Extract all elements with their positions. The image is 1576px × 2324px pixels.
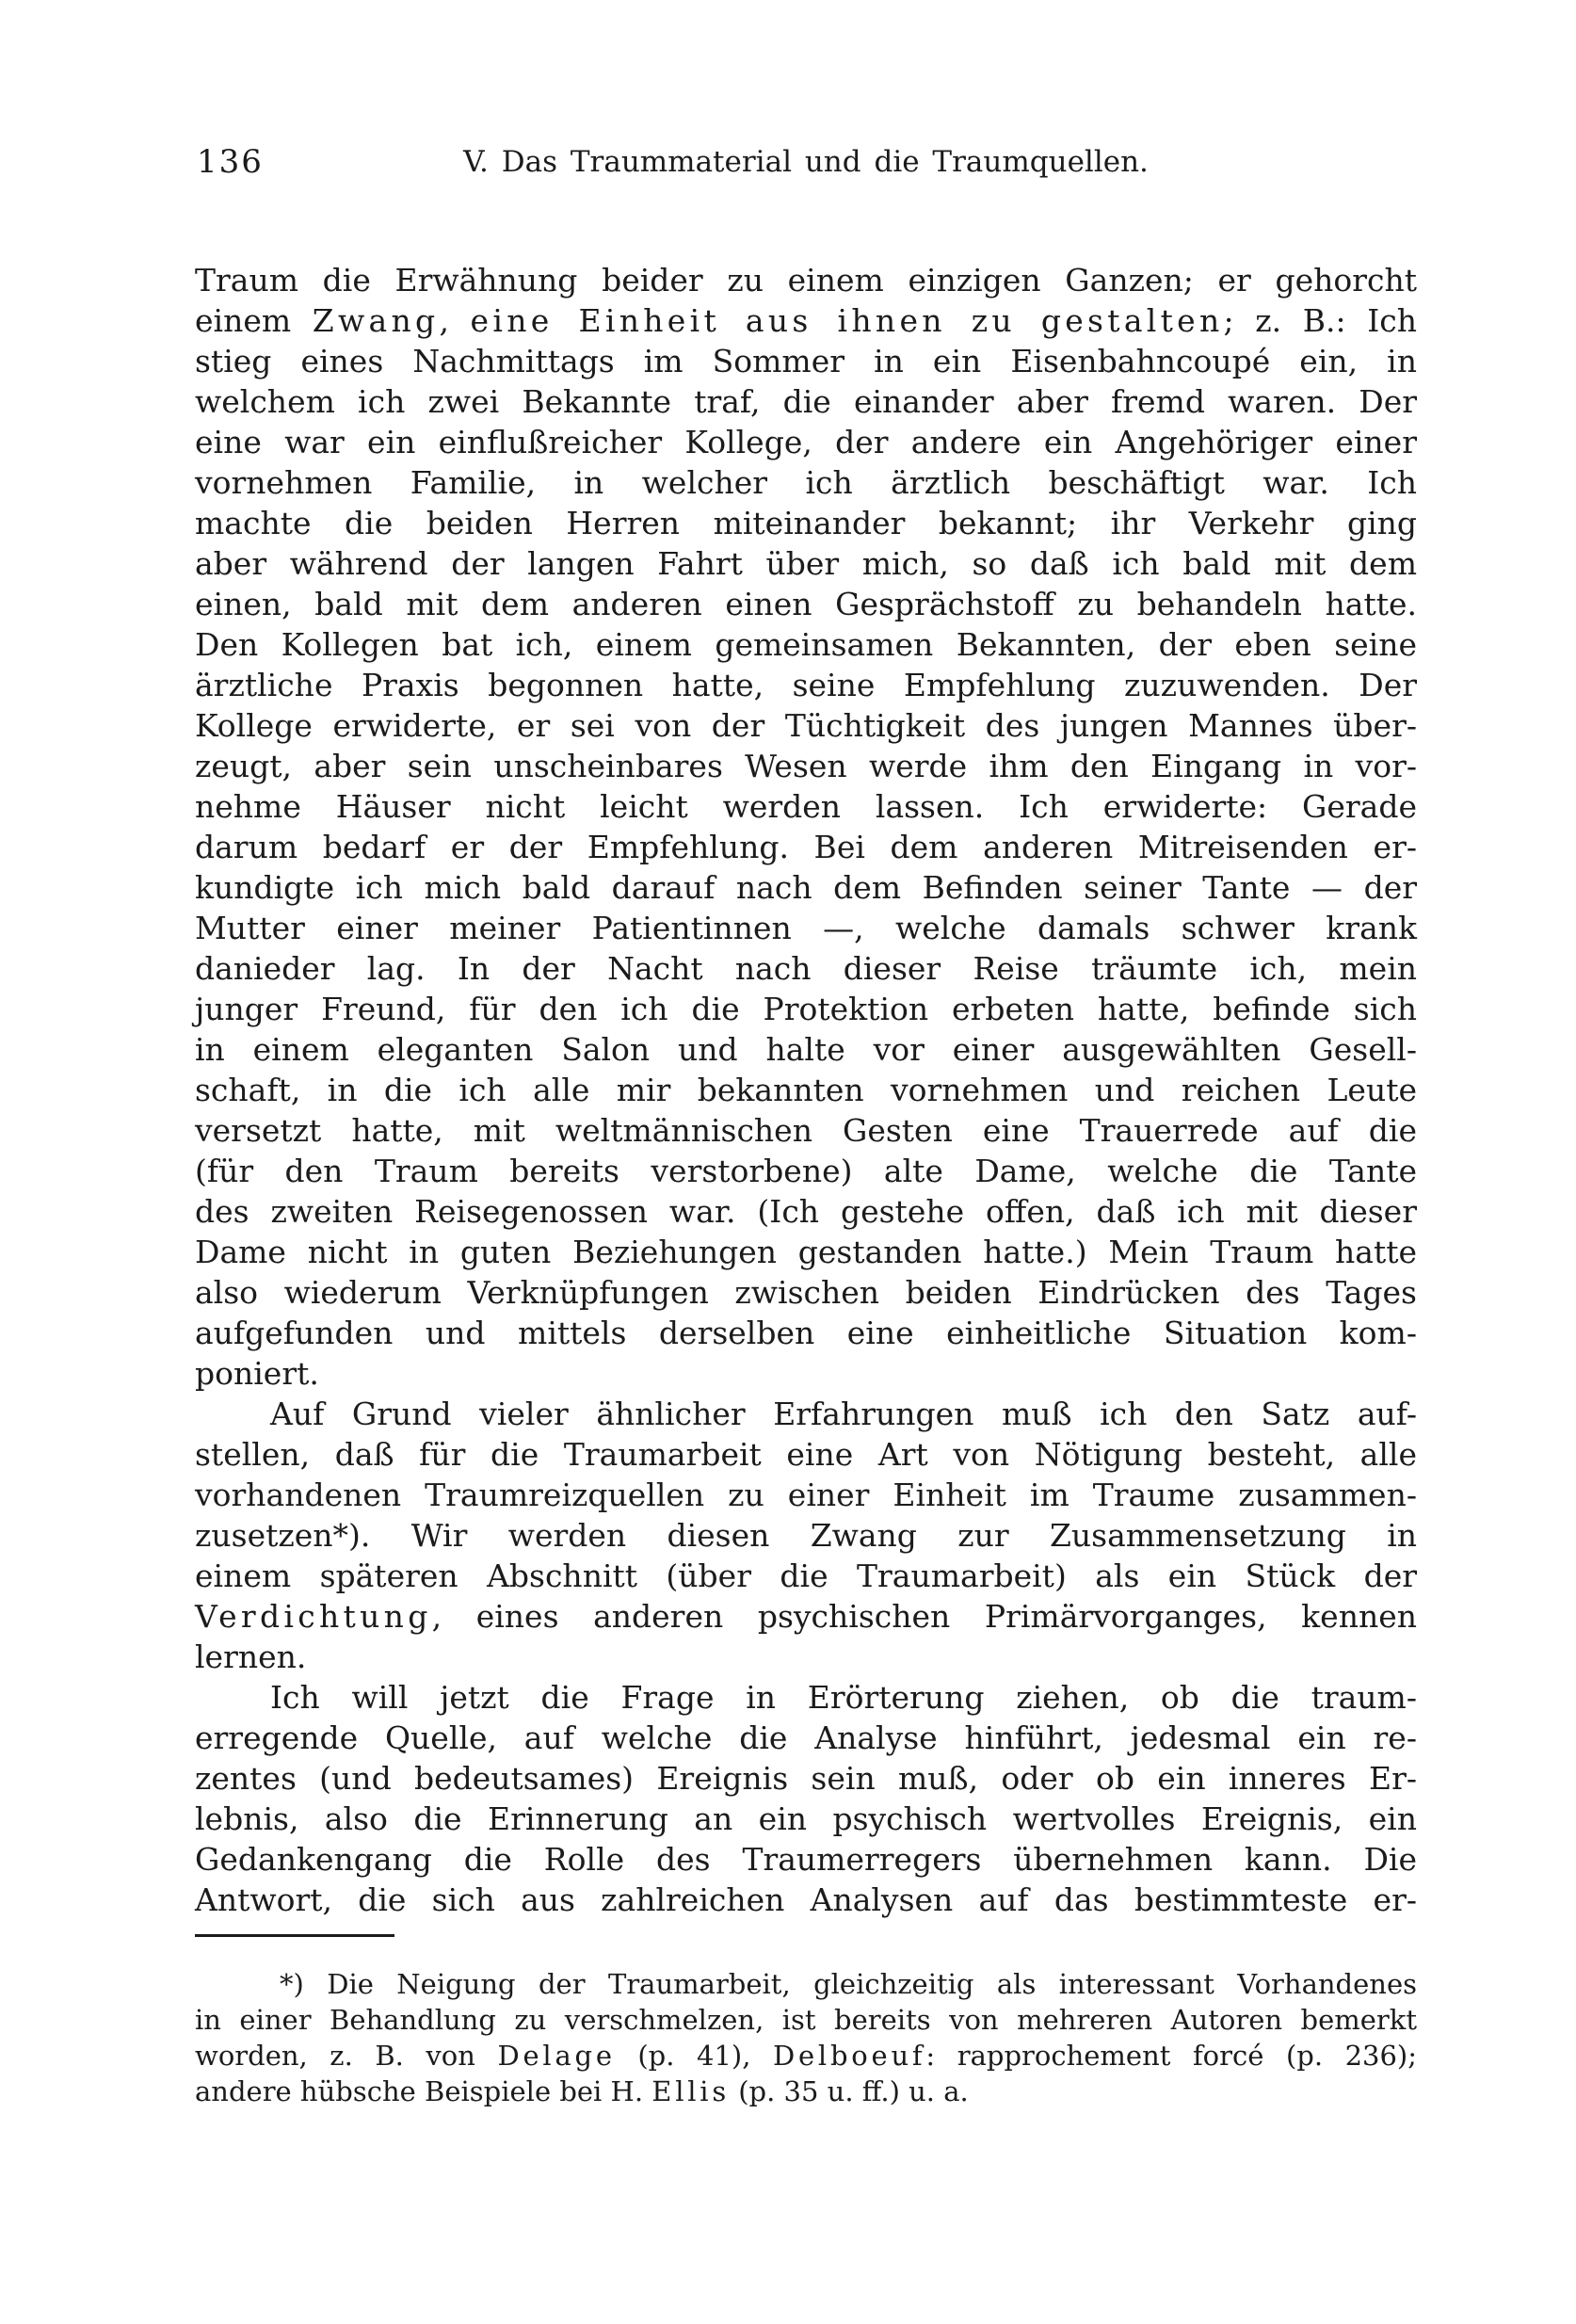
text-line: [195, 1839, 1417, 1880]
text-line: [195, 1434, 1417, 1475]
text-segment: zentes (und bedeutsames) Ereignis sein muß, oder ob ein inneres Er-: [195, 1760, 1417, 1797]
text-line: [195, 1110, 1417, 1151]
text-segment: machte die beiden Herren miteinander bekannt; ihr Verkehr ging: [195, 505, 1417, 541]
text-segment: (p. 41),: [615, 2040, 773, 2072]
paragraph: [195, 1677, 1417, 1920]
text-segment: versetzt hatte, mit weltmännischen Gesten eine Trauerrede auf die: [195, 1112, 1417, 1149]
text-line: [195, 2038, 1417, 2074]
text-segment: erregende Quelle, auf welche die Analyse hinführt, jedesmal ein re-: [195, 1719, 1417, 1756]
letterspaced-text: Ellis: [651, 2075, 731, 2107]
text-segment: nehme Häuser nicht leicht werden lassen. Ich erwiderte: Gerade: [195, 788, 1417, 825]
paragraph: [195, 260, 1417, 1394]
text-segment: stieg eines Nachmittags im Sommer in ein Eisenbahncoupé ein, in: [195, 343, 1417, 379]
text-segment: junger Freund, für den ich die Protektion erbeten hatte, befinde sich: [195, 991, 1417, 1027]
text-line: [195, 1191, 1417, 1232]
text-segment: also wiederum Verknüpfungen zwischen beiden Eindrücken des Tages: [195, 1274, 1417, 1311]
text-line: [195, 908, 1417, 948]
text-segment: aber während der langen Fahrt über mich, so daß ich bald mit dem: [195, 545, 1417, 582]
letterspaced-text: eine Einheit aus ihnen zu gestalten: [470, 302, 1224, 339]
text-line: [195, 1880, 1417, 1920]
text-segment: ; z. B.: Ich: [1223, 302, 1417, 339]
text-line: [195, 1029, 1417, 1070]
text-line: [195, 1151, 1417, 1191]
text-line: [195, 462, 1417, 503]
text-segment: in einer Behandlung zu verschmelzen, ist bereits von mehreren Autoren bemerkt: [195, 2004, 1417, 2036]
text-segment: Den Kollegen bat ich, einem gemeinsamen Bekannten, der eben seine: [195, 626, 1417, 663]
text-segment: des zweiten Reisegenossen war. (Ich gestehe offen, daß ich mit dieser: [195, 1193, 1417, 1230]
text-line: [195, 705, 1417, 746]
text-segment: (für den Traum bereits verstorbene) alte Dame, welche die Tante: [195, 1153, 1417, 1189]
text-line: [195, 665, 1417, 705]
text-line: [195, 300, 1417, 341]
text-line: [195, 989, 1417, 1029]
text-line: [195, 1718, 1417, 1758]
text-line: [195, 543, 1417, 584]
text-segment: poniert.: [195, 1355, 319, 1392]
text-line: [195, 1353, 1417, 1394]
text-line: [195, 1515, 1417, 1556]
text-segment: ärztliche Praxis begonnen hatte, seine Empfehlung zuzuwenden. Der: [195, 667, 1417, 703]
text-segment: (p. 35 u. ff.) u. a.: [730, 2075, 969, 2107]
text-segment: Gedankengang die Rolle des Traumerregers übernehmen kann. Die: [195, 1841, 1417, 1878]
text-segment: einen, bald mit dem anderen einen Gesprächstoff zu behandeln hatte.: [195, 586, 1417, 622]
text-segment: andere hübsche Beispiele bei H.: [195, 2075, 652, 2107]
text-segment: darum bedarf er der Empfehlung. Bei dem anderen Mitreisenden er-: [195, 829, 1417, 865]
text-segment: einem späteren Abschnitt (über die Traumarbeit) als ein Stück der: [195, 1557, 1417, 1594]
text-segment: ,: [439, 302, 471, 339]
text-segment: lebnis, also die Erinnerung an ein psychisch wertvolles Ereignis, ein: [195, 1800, 1417, 1837]
text-line: [195, 1070, 1417, 1110]
text-line: [195, 1637, 1417, 1677]
text-segment: schaft, in die ich alle mir bekannten vornehmen und reichen Leute: [195, 1072, 1417, 1108]
footnote: [195, 1966, 1417, 2109]
text-line: [195, 422, 1417, 462]
paragraph: [195, 1394, 1417, 1677]
text-line: [195, 1313, 1417, 1353]
text-line: [195, 867, 1417, 908]
text-segment: zusetzen*). Wir werden diesen Zwang zur Zusammensetzung in: [195, 1517, 1417, 1554]
text-segment: Kollege erwiderte, er sei von der Tüchtigkeit des jungen Mannes über-: [195, 707, 1417, 744]
text-segment: lernen.: [195, 1638, 307, 1675]
text-line: [195, 1475, 1417, 1515]
text-line: [195, 827, 1417, 867]
footnote-separator: [195, 1934, 394, 1937]
text-segment: zeugt, aber sein unscheinbares Wesen werde ihm den Eingang in vor-: [195, 748, 1417, 784]
text-line: [195, 260, 1417, 300]
text-line: [195, 381, 1417, 422]
text-line: [195, 624, 1417, 665]
text-line: [195, 1758, 1417, 1799]
text-segment: Antwort, die sich aus zahlreichen Analysen auf das bestimmteste er-: [195, 1881, 1417, 1918]
chapter-title: V. Das Traummaterial und die Traumquellen.: [463, 145, 1149, 179]
text-line: [195, 341, 1417, 381]
text-segment: worden, z. B. von: [195, 2040, 498, 2072]
text-segment: einem: [195, 302, 313, 339]
text-segment: Mutter einer meiner Patientinnen —, welche damals schwer krank: [195, 910, 1417, 946]
letterspaced-text: Delboeuf: [772, 2040, 926, 2072]
text-segment: eine war ein einflußreicher Kollege, der andere ein Angehöriger einer: [195, 424, 1417, 460]
text-line: [195, 584, 1417, 624]
text-segment: aufgefunden und mittels derselben eine einheitliche Situation kom-: [195, 1315, 1417, 1351]
letterspaced-text: Verdichtung: [195, 1598, 432, 1635]
text-segment: Ich will jetzt die Frage in Erörterung ziehen, ob die traum-: [270, 1679, 1417, 1716]
letterspaced-text: Zwang: [312, 302, 440, 339]
text-segment: in einem eleganten Salon und halte vor einer ausgewählten Gesell-: [195, 1031, 1417, 1068]
letterspaced-text: Delage: [497, 2040, 616, 2072]
text-segment: Traum die Erwähnung beider zu einem einzigen Ganzen; er gehorcht: [195, 262, 1417, 299]
text-line: [195, 1966, 1417, 2002]
text-line: [195, 1232, 1417, 1272]
text-segment: stellen, daß für die Traumarbeit eine Art von Nötigung besteht, alle: [195, 1436, 1417, 1473]
text-segment: Auf Grund vieler ähnlicher Erfahrungen muß ich den Satz auf-: [270, 1396, 1417, 1432]
text-line: [195, 1677, 1417, 1718]
page-number: 136: [197, 143, 264, 181]
text-segment: : rapprochement forcé (p. 236);: [925, 2040, 1418, 2072]
text-line: [195, 503, 1417, 543]
text-line: [195, 2074, 1417, 2109]
text-segment: kundigte ich mich bald darauf nach dem Befinden seiner Tante — der: [195, 869, 1417, 906]
text-line: [195, 1799, 1417, 1839]
text-segment: danieder lag. In der Nacht nach dieser Reise träumte ich, mein: [195, 950, 1417, 987]
text-line: [195, 1596, 1417, 1637]
text-line: [195, 746, 1417, 786]
text-segment: vorhandenen Traumreizquellen zu einer Einheit im Traume zusammen-: [195, 1477, 1417, 1513]
text-segment: , eines anderen psychischen Primärvorganges, kennen: [431, 1598, 1417, 1635]
page-header: [195, 141, 1417, 186]
text-segment: *) Die Neigung der Traumarbeit, gleichzeitig als interessant Vorhandenes: [280, 1968, 1417, 2000]
text-line: [195, 1556, 1417, 1596]
text-segment: Dame nicht in guten Beziehungen gestanden hatte.) Mein Traum hatte: [195, 1234, 1417, 1270]
text-line: [195, 1394, 1417, 1434]
text-line: [195, 1272, 1417, 1313]
page-body: [195, 260, 1417, 1920]
text-segment: welchem ich zwei Bekannte traf, die einander aber fremd waren. Der: [195, 383, 1417, 420]
text-line: [195, 948, 1417, 989]
text-segment: vornehmen Familie, in welcher ich ärztlich beschäftigt war. Ich: [195, 464, 1417, 501]
text-line: [195, 2002, 1417, 2038]
text-line: [195, 786, 1417, 827]
